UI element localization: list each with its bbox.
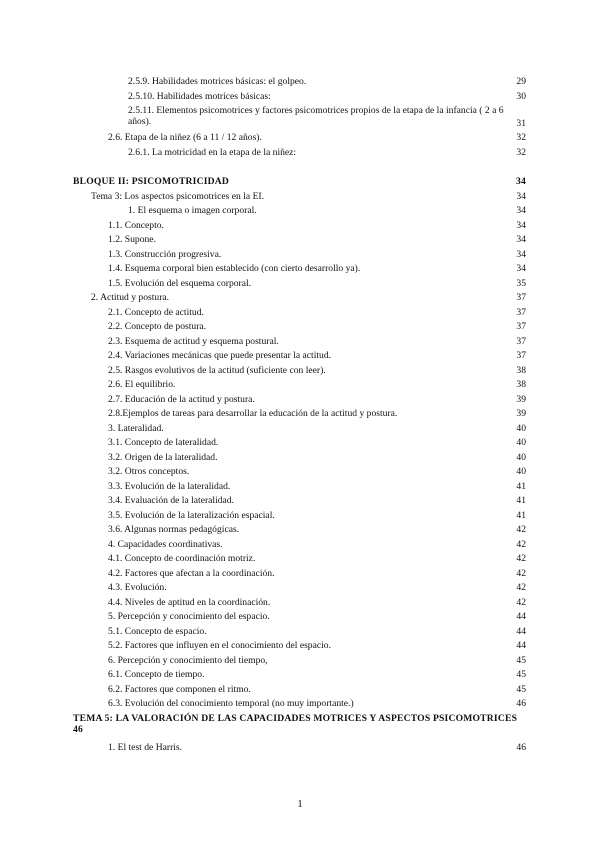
toc-entry-page: 41 <box>516 481 526 492</box>
toc-entry-page: 29 <box>516 76 526 87</box>
toc-entry <box>108 321 526 332</box>
toc-entry-page: 40 <box>516 423 526 434</box>
toc-entry-page: 45 <box>516 655 526 666</box>
toc-entry <box>91 292 526 303</box>
toc-entry-title: 2.3. Esquema de actitud y esquema postural. <box>108 336 279 347</box>
toc-entry-page: 41 <box>516 510 526 521</box>
toc-entry-title: 1.1. Concepto. <box>108 220 164 231</box>
toc-entry-page: 35 <box>516 278 526 289</box>
toc-entry-page: 37 <box>516 321 526 332</box>
toc-entry-page: 44 <box>516 640 526 651</box>
toc-entry <box>108 379 526 390</box>
toc-entry-page: 31 <box>516 118 526 129</box>
toc-entry-page: 42 <box>516 597 526 608</box>
toc-entry <box>108 568 526 579</box>
toc-entry-title: 3.4. Evaluación de la lateralidad. <box>108 495 234 506</box>
toc-entry <box>108 481 526 492</box>
toc-entry <box>108 452 526 463</box>
toc-entry-title: 1. El test de Harris. <box>108 742 183 753</box>
toc-entry-title: 4.2. Factores que afectan a la coordinación. <box>108 568 275 579</box>
toc-entry-page: 46 <box>73 724 83 735</box>
toc-entry-title: 1. El esquema o imagen corporal. <box>128 205 257 216</box>
toc-entry-page: 46 <box>516 742 526 753</box>
toc-entry-title: 2.5. Rasgos evolutivos de la actitud (suficiente con leer). <box>108 365 326 376</box>
toc-entry <box>108 336 526 347</box>
toc-entry-page: 46 <box>516 698 526 709</box>
toc-entry-page: 40 <box>516 437 526 448</box>
toc-entry <box>108 495 526 506</box>
toc-entry <box>108 263 526 274</box>
toc-entry-title: 4.1. Concepto de coordinación motriz. <box>108 553 256 564</box>
toc-entry-title: 4. Capacidades coordinativas. <box>108 539 223 550</box>
toc-entry <box>128 205 526 216</box>
toc-entry <box>108 655 526 666</box>
toc-entry-page: 34 <box>516 263 526 274</box>
toc-entry-title: 6.1. Concepto de tiempo. <box>108 669 205 680</box>
toc-entry-page: 34 <box>516 176 526 187</box>
toc-entry-page: 40 <box>516 466 526 477</box>
toc-entry <box>108 466 526 477</box>
toc-entry-title: 2.7. Educación de la actitud y postura. <box>108 394 255 405</box>
toc-entry-page: 42 <box>516 582 526 593</box>
toc-entry <box>108 234 526 245</box>
toc-entry-page: 42 <box>516 524 526 535</box>
toc-entry <box>108 249 526 260</box>
toc-entry-page: 34 <box>516 249 526 260</box>
toc-entry-title: 3. Lateralidad. <box>108 423 164 434</box>
toc-entry-page: 34 <box>516 220 526 231</box>
toc-entry-title: 3.6. Algunas normas pedagógicas. <box>108 524 240 535</box>
toc-entry-title: 2.4. Variaciones mecánicas que puede presentar la actitud. <box>108 350 332 361</box>
toc-entry <box>108 582 526 593</box>
toc-entry <box>108 669 526 680</box>
toc-entry-title: 4.4. Niveles de aptitud en la coordinación. <box>108 597 271 608</box>
toc-entry-title: 2.5.11. Elementos psicomotrices y factores psicomotrices propios de la etapa de la infancia ( 2 a 6 años). <box>128 105 504 127</box>
toc-entry-page: 38 <box>516 365 526 376</box>
toc-section-heading <box>73 713 526 735</box>
toc-entry-page: 32 <box>516 147 526 158</box>
toc-entry-title: 3.2. Otros conceptos. <box>108 466 190 477</box>
toc-entry-title: BLOQUE II: PSICOMOTRICIDAD <box>73 176 230 187</box>
toc-entry <box>128 105 526 127</box>
toc-entry-title: Tema 3: Los aspectos psicomotrices en la EI. <box>91 191 265 202</box>
toc-entry-title: 3.5. Evolución de la lateralización espacial. <box>108 510 275 521</box>
toc-entry <box>108 423 526 434</box>
toc-entry <box>108 437 526 448</box>
toc-entry-page: 42 <box>516 568 526 579</box>
toc-entry-title: 6.2. Factores que componen el ritmo. <box>108 684 251 695</box>
toc-entry-title: 2.6. Etapa de la niñez (6 a 11 / 12 años). <box>108 132 262 143</box>
toc-entry-title: 2.6.1. La motricidad en la etapa de la niñez: <box>128 147 297 158</box>
toc-entry <box>108 698 526 709</box>
toc-entry <box>108 684 526 695</box>
toc-entry <box>108 394 526 405</box>
toc-entry <box>108 597 526 608</box>
toc-entry-page: 30 <box>516 91 526 102</box>
toc-entry-page: 40 <box>516 452 526 463</box>
toc-entry-title: 4.3. Evolución. <box>108 582 167 593</box>
toc-entry-page: 34 <box>516 205 526 216</box>
toc-entry-title: 2. Actitud y postura. <box>91 292 170 303</box>
toc-entry <box>108 524 526 535</box>
toc-entry-page: 41 <box>516 495 526 506</box>
page-number: 1 <box>297 798 303 810</box>
toc-entry-page: 44 <box>516 611 526 622</box>
toc-entry-page: 42 <box>516 553 526 564</box>
toc-entry <box>91 191 526 202</box>
toc-entry-title: 2.8.Ejemplos de tareas para desarrollar la educación de la actitud y postura. <box>108 408 398 419</box>
toc-entry-title: 1.3. Construcción progresiva. <box>108 249 222 260</box>
toc-entry <box>108 307 526 318</box>
toc-entry <box>108 640 526 651</box>
toc-entry-title: 1.2. Supone. <box>108 234 156 245</box>
toc-entry <box>108 553 526 564</box>
toc-entry-title: 2.5.10. Habilidades motrices básicas: <box>128 91 271 102</box>
toc-entry-page: 39 <box>516 394 526 405</box>
toc-entry-title: 2.1. Concepto de actitud. <box>108 307 204 318</box>
toc-entry-page: 34 <box>516 234 526 245</box>
toc-entry-page: 34 <box>516 191 526 202</box>
toc-entry <box>108 365 526 376</box>
toc-entry-title: 5.2. Factores que influyen en el conocimiento del espacio. <box>108 640 331 651</box>
toc-entry <box>128 76 526 87</box>
toc-entry <box>108 510 526 521</box>
toc-entry <box>108 611 526 622</box>
toc-entry-title: 5.1. Concepto de espacio. <box>108 626 207 637</box>
toc-entry-page: 42 <box>516 539 526 550</box>
toc-entry-page: 32 <box>516 132 526 143</box>
toc-entry-title: 2.5.9. Habilidades motrices básicas: el golpeo. <box>128 76 307 87</box>
toc-entry-title: 6.3. Evolución del conocimiento temporal (no muy importante.) <box>108 698 354 709</box>
toc-entry-title: TEMA 5: LA VALORACIÓN DE LAS CAPACIDADES MOTRICES Y ASPECTOS PSICOMOTRICES <box>73 713 518 724</box>
toc-entry-title: 1.5. Evolución del esquema corporal. <box>108 278 252 289</box>
toc-entry <box>108 539 526 550</box>
toc-entry-title: 6. Percepción y conocimiento del tiempo, <box>108 655 268 666</box>
toc-entry <box>108 350 526 361</box>
toc-entry-page: 37 <box>516 336 526 347</box>
toc-entry <box>128 91 526 102</box>
toc-entry-page: 45 <box>516 669 526 680</box>
toc-entry-title: 3.1. Concepto de lateralidad. <box>108 437 219 448</box>
toc-entry-title: 1.4. Esquema corporal bien establecido (con cierto desarrollo ya). <box>108 263 361 274</box>
toc-entry-page: 44 <box>516 626 526 637</box>
toc-entry-title: 3.2. Origen de la lateralidad. <box>108 452 218 463</box>
toc-entry-title: 2.2. Concepto de postura. <box>108 321 207 332</box>
toc-entry-page: 38 <box>516 379 526 390</box>
toc-entry <box>108 278 526 289</box>
toc-entry <box>108 626 526 637</box>
toc-entry-page: 37 <box>516 292 526 303</box>
toc-entry-title: 2.6. El equilibrio. <box>108 379 176 390</box>
toc-entry <box>108 220 526 231</box>
toc-entry-page: 45 <box>516 684 526 695</box>
toc-entry-page: 37 <box>516 307 526 318</box>
toc-entry <box>128 147 526 158</box>
toc-entry-page: 37 <box>516 350 526 361</box>
toc-section-heading <box>73 176 526 187</box>
toc-entry <box>108 408 526 419</box>
toc-entry-title: 5. Percepción y conocimiento del espacio. <box>108 611 270 622</box>
toc-entry <box>108 742 526 753</box>
toc-entry <box>108 132 526 143</box>
toc-entry-page: 39 <box>516 408 526 419</box>
toc-entry-title: 3.3. Evolución de la lateralidad. <box>108 481 231 492</box>
